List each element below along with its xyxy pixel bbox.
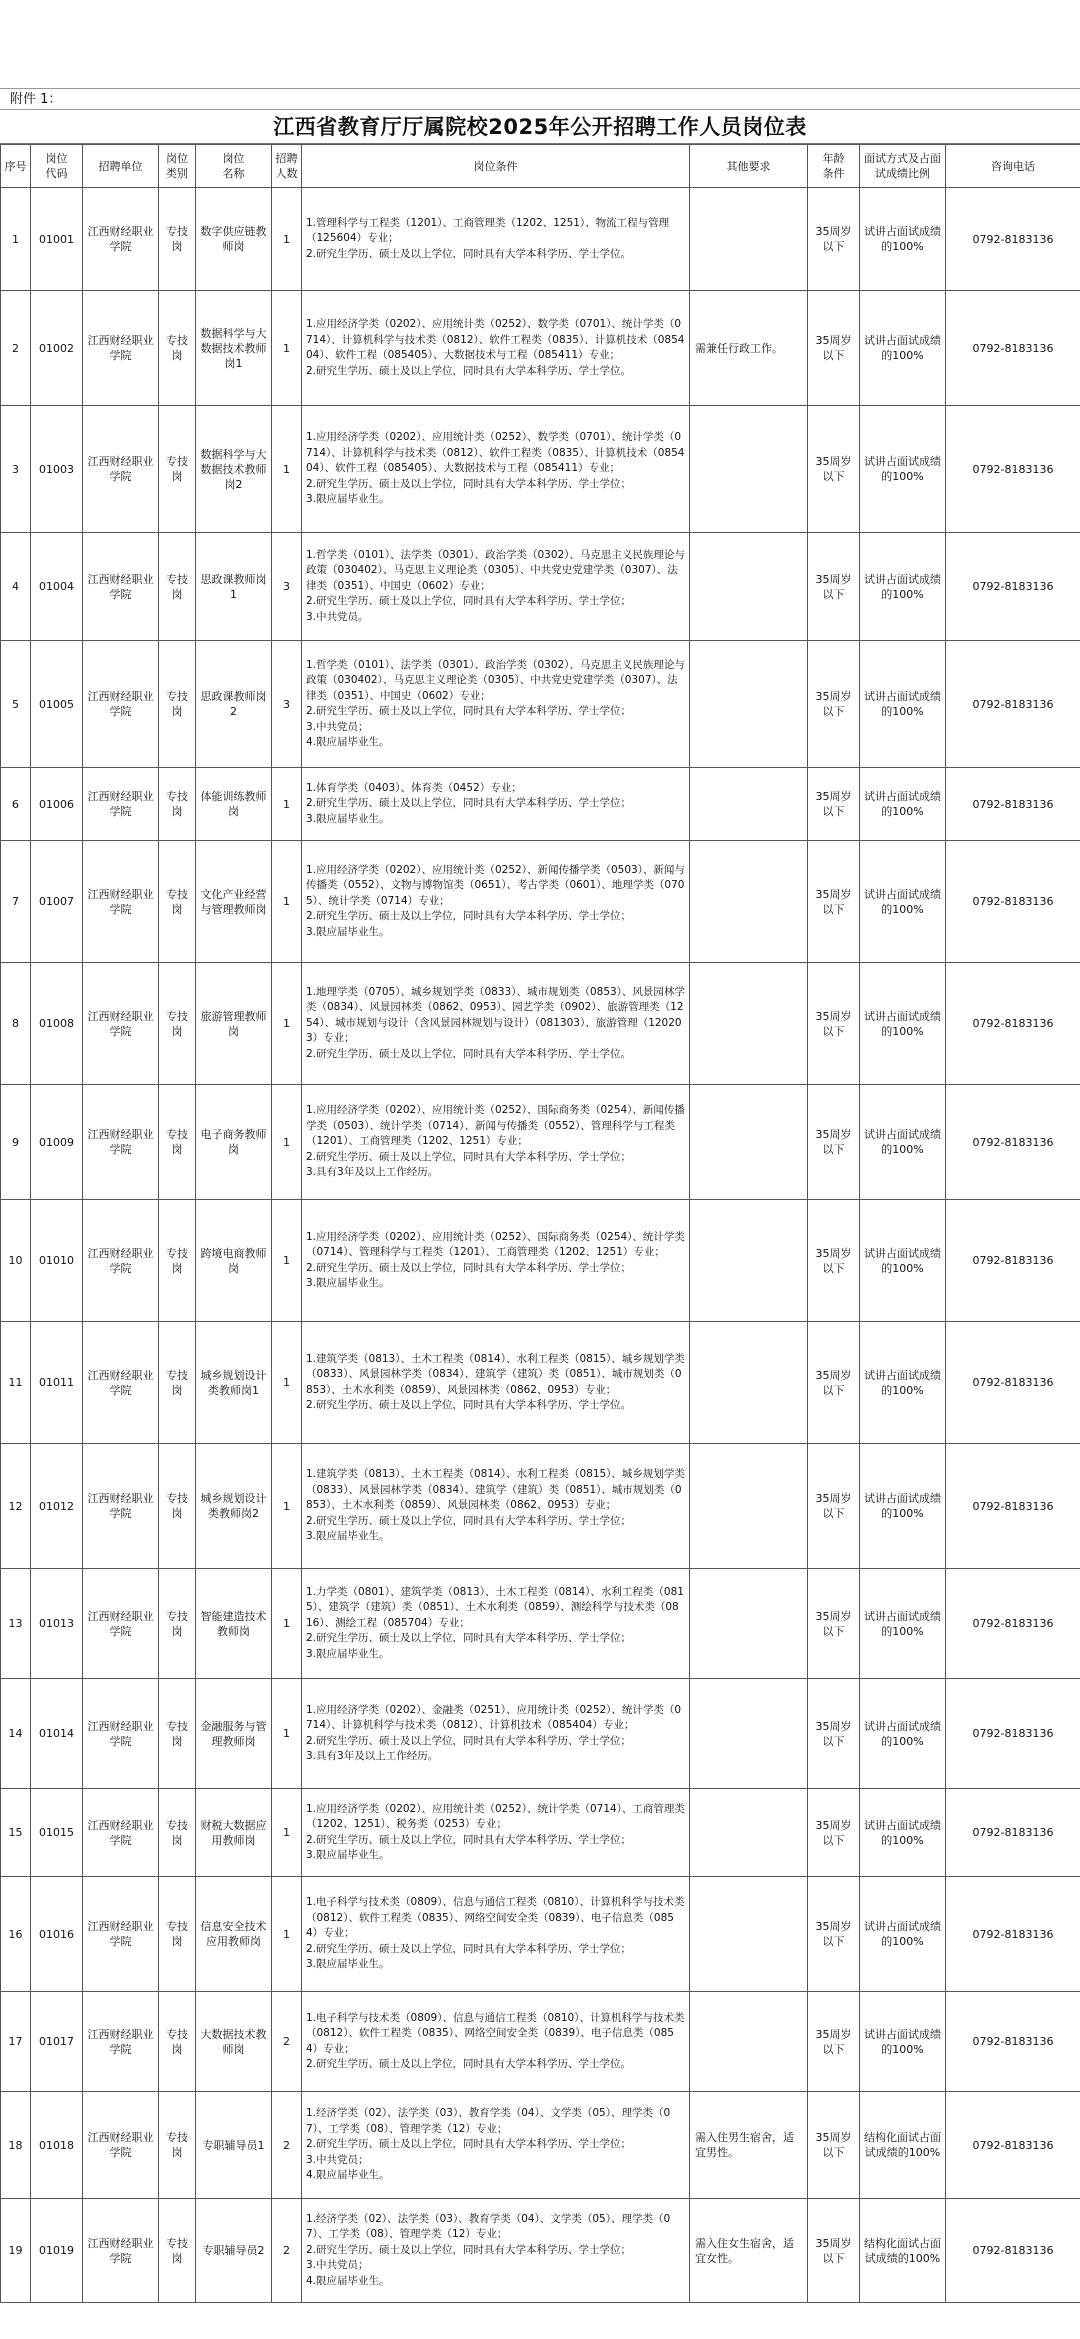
cell-conditions: 1.地理学类（0705）、城乡规划学类（0833）、城市规划类（0853）、风景园林学类（0834）、风景园林类（0862、0953）、园艺学类（0902）、旅游管理类（1254）、城市规划与设计（含风景园林规划与设计）（081303）、旅游管理（120203）专业； 2.研究生学历、硕士及以上学位，同时具有大学本科学历、学士学位。 [302,963,690,1085]
cell-position-name: 体能训练教师岗 [196,768,272,841]
cell-conditions: 1.建筑学类（0813）、土木工程类（0814）、水利工程类（0815）、城乡规划学类（0833）、风景园林学类（0834）、建筑学（建筑）类（0851）、城市规划类（0853）、土木水利类（0859）、风景园林类（0862、0953）专业； 2.研究生学历、硕士及以上学位，同时具有大学本科学历、学士学位； 3.限应届毕业生。 [302,1444,690,1569]
cell-category: 专技岗 [159,188,196,291]
cell-interview-mode: 结构化面试占面试成绩的100% [860,2092,946,2199]
cell-age: 35周岁以下 [808,2199,860,2303]
cell-age: 35周岁以下 [808,1569,860,1679]
cell-conditions: 1.体育学类（0403）、体育类（0452）专业； 2.研究生学历、硕士及以上学位，同时具有大学本科学历、学士学位； 3.限应届毕业生。 [302,768,690,841]
cell-other [690,963,808,1085]
cell-unit: 江西财经职业学院 [83,641,159,768]
cell-count: 1 [272,188,302,291]
cell-conditions: 1.应用经济学类（0202）、应用统计类（0252）、国际商务类（0254）、统计学类（0714）、管理科学与工程类（1201）、工商管理类（1202、1251）专业； 2.研究生学历、硕士及以上学位，同时具有大学本科学历、学士学位； 3.限应届毕业生。 [302,1200,690,1322]
cell-phone: 0792-8183136 [946,188,1080,291]
cell-other: 需入住男生宿舍，适宜男性。 [690,2092,808,2199]
header-no: 序号 [1,145,31,188]
cell-phone: 0792-8183136 [946,1200,1080,1322]
cell-count: 1 [272,768,302,841]
cell-no: 14 [1,1679,31,1789]
cell-unit: 江西财经职业学院 [83,1992,159,2092]
cell-phone: 0792-8183136 [946,2092,1080,2199]
cell-other [690,1679,808,1789]
cell-age: 35周岁以下 [808,406,860,533]
cell-category: 专技岗 [159,1322,196,1444]
cell-no: 18 [1,2092,31,2199]
cell-interview-mode: 试讲占面试成绩的100% [860,1569,946,1679]
cell-interview-mode: 试讲占面试成绩的100% [860,1877,946,1992]
cell-unit: 江西财经职业学院 [83,963,159,1085]
cell-unit: 江西财经职业学院 [83,1679,159,1789]
cell-other [690,188,808,291]
cell-phone: 0792-8183136 [946,1992,1080,2092]
cell-unit: 江西财经职业学院 [83,1200,159,1322]
header-interview: 面试方式及占面 试成绩比例 [860,145,946,188]
cell-unit: 江西财经职业学院 [83,841,159,963]
cell-position-name: 跨境电商教师岗 [196,1200,272,1322]
cell-category: 专技岗 [159,2199,196,2303]
table-row [1,2092,1080,2199]
cell-no: 4 [1,533,31,641]
cell-count: 1 [272,1569,302,1679]
cell-conditions: 1.应用经济学类（0202）、应用统计类（0252）、国际商务类（0254）、新闻传播学类（0503）、统计学类（0714）、新闻与传播类（0552）、管理科学与工程类（1201）、工商管理类（1202、1251）专业； 2.研究生学历、硕士及以上学位，同时具有大学本科学历、学士学位； 3.具有3年及以上工作经历。 [302,1085,690,1200]
header-other: 其他要求 [690,145,808,188]
cell-age: 35周岁以下 [808,2092,860,2199]
cell-category: 专技岗 [159,1877,196,1992]
cell-age: 35周岁以下 [808,1877,860,1992]
cell-code: 01002 [31,291,83,406]
cell-count: 1 [272,1444,302,1569]
table-row [1,1085,1080,1200]
table-row [1,188,1080,291]
cell-position-name: 专职辅导员2 [196,2199,272,2303]
cell-no: 19 [1,2199,31,2303]
cell-category: 专技岗 [159,963,196,1085]
cell-age: 35周岁以下 [808,1444,860,1569]
positions-table [0,144,1080,2303]
table-row [1,1569,1080,1679]
cell-phone: 0792-8183136 [946,1877,1080,1992]
cell-code: 01018 [31,2092,83,2199]
cell-conditions: 1.电子科学与技术类（0809）、信息与通信工程类（0810）、计算机科学与技术类（0812）、软件工程类（0835）、网络空间安全类（0839）、电子信息类（0854）专业； 2.研究生学历、硕士及以上学位，同时具有大学本科学历、学士学位。 [302,1992,690,2092]
cell-category: 专技岗 [159,1200,196,1322]
cell-interview-mode: 试讲占面试成绩的100% [860,1992,946,2092]
cell-no: 12 [1,1444,31,1569]
cell-age: 35周岁以下 [808,1322,860,1444]
cell-conditions: 1.电子科学与技术类（0809）、信息与通信工程类（0810）、计算机科学与技术类（0812）、软件工程类（0835）、网络空间安全类（0839）、电子信息类（0854）专业； 2.研究生学历、硕士及以上学位，同时具有大学本科学历、学士学位； 3.限应届毕业生。 [302,1877,690,1992]
cell-other: 需兼任行政工作。 [690,291,808,406]
table-title: 江西省教育厅厅属院校2025年公开招聘工作人员岗位表 [0,110,1080,144]
cell-interview-mode: 试讲占面试成绩的100% [860,406,946,533]
cell-age: 35周岁以下 [808,1992,860,2092]
cell-interview-mode: 试讲占面试成绩的100% [860,963,946,1085]
cell-unit: 江西财经职业学院 [83,1085,159,1200]
cell-conditions: 1.应用经济学类（0202）、应用统计类（0252）、数学类（0701）、统计学类（0714）、计算机科学与技术类（0812）、软件工程类（0835）、计算机技术（085404）、软件工程（085405）、大数据技术与工程（085411）专业； 2.研究生学历、硕士及以上学位，同时具有大学本科学历、学士学位； 3.限应届毕业生。 [302,406,690,533]
cell-count: 1 [272,1322,302,1444]
cell-position-name: 大数据技术教师岗 [196,1992,272,2092]
cell-phone: 0792-8183136 [946,1679,1080,1789]
cell-interview-mode: 试讲占面试成绩的100% [860,1789,946,1877]
cell-no: 15 [1,1789,31,1877]
table-row [1,1679,1080,1789]
cell-unit: 江西财经职业学院 [83,533,159,641]
cell-phone: 0792-8183136 [946,1569,1080,1679]
table-row [1,533,1080,641]
cell-code: 01008 [31,963,83,1085]
table-row [1,406,1080,533]
header-row [1,145,1080,188]
table-row [1,1322,1080,1444]
cell-no: 6 [1,768,31,841]
cell-no: 17 [1,1992,31,2092]
cell-age: 35周岁以下 [808,1789,860,1877]
cell-count: 3 [272,533,302,641]
cell-code: 01014 [31,1679,83,1789]
table-row [1,841,1080,963]
cell-other [690,1992,808,2092]
cell-code: 01005 [31,641,83,768]
cell-category: 专技岗 [159,291,196,406]
cell-interview-mode: 试讲占面试成绩的100% [860,1085,946,1200]
cell-count: 1 [272,1679,302,1789]
cell-position-name: 金融服务与管理教师岗 [196,1679,272,1789]
header-count: 招聘 人数 [272,145,302,188]
table-row [1,1789,1080,1877]
cell-code: 01004 [31,533,83,641]
cell-phone: 0792-8183136 [946,1444,1080,1569]
header-name: 岗位 名称 [196,145,272,188]
cell-phone: 0792-8183136 [946,1085,1080,1200]
cell-age: 35周岁以下 [808,291,860,406]
cell-code: 01007 [31,841,83,963]
cell-count: 2 [272,2199,302,2303]
table-row [1,641,1080,768]
cell-other [690,1877,808,1992]
cell-code: 01001 [31,188,83,291]
table-body [1,188,1080,2303]
cell-other: 需入住女生宿舍，适宜女性。 [690,2199,808,2303]
cell-category: 专技岗 [159,1085,196,1200]
cell-other [690,768,808,841]
cell-phone: 0792-8183136 [946,533,1080,641]
cell-conditions: 1.哲学类（0101）、法学类（0301）、政治学类（0302）、马克思主义民族理论与政策（030402）、马克思主义理论类（0305）、中共党史党建学类（0307）、法律类（0351）、中国史（0602）专业； 2.研究生学历、硕士及以上学位，同时具有大学本科学历、学士学位； 3.中共党员。 [302,533,690,641]
cell-age: 35周岁以下 [808,1085,860,1200]
cell-no: 13 [1,1569,31,1679]
cell-other [690,1322,808,1444]
cell-unit: 江西财经职业学院 [83,291,159,406]
cell-position-name: 数字供应链教师岗 [196,188,272,291]
cell-unit: 江西财经职业学院 [83,1877,159,1992]
cell-unit: 江西财经职业学院 [83,1322,159,1444]
cell-code: 01010 [31,1200,83,1322]
cell-conditions: 1.经济学类（02）、法学类（03）、教育学类（04）、文学类（05）、理学类（07）、工学类（08）、管理学类（12）专业； 2.研究生学历、硕士及以上学位，同时具有大学本科学历、学士学位； 3.中共党员； 4.限应届毕业生。 [302,2092,690,2199]
cell-code: 01003 [31,406,83,533]
cell-phone: 0792-8183136 [946,1322,1080,1444]
cell-position-name: 思政课教师岗1 [196,533,272,641]
cell-position-name: 思政课教师岗2 [196,641,272,768]
cell-category: 专技岗 [159,1569,196,1679]
cell-position-name: 数据科学与大数据技术教师岗2 [196,406,272,533]
header-age: 年龄 条件 [808,145,860,188]
cell-code: 01015 [31,1789,83,1877]
cell-phone: 0792-8183136 [946,406,1080,533]
cell-unit: 江西财经职业学院 [83,188,159,291]
table-row [1,1992,1080,2092]
cell-conditions: 1.管理科学与工程类（1201）、工商管理类（1202、1251）、物流工程与管理（125604）专业； 2.研究生学历、硕士及以上学位，同时具有大学本科学历、学士学位。 [302,188,690,291]
cell-code: 01012 [31,1444,83,1569]
cell-other [690,641,808,768]
cell-no: 3 [1,406,31,533]
cell-unit: 江西财经职业学院 [83,406,159,533]
cell-no: 10 [1,1200,31,1322]
cell-category: 专技岗 [159,641,196,768]
cell-code: 01009 [31,1085,83,1200]
cell-interview-mode: 试讲占面试成绩的100% [860,768,946,841]
cell-phone: 0792-8183136 [946,641,1080,768]
cell-interview-mode: 试讲占面试成绩的100% [860,1679,946,1789]
cell-position-name: 电子商务教师岗 [196,1085,272,1200]
cell-age: 35周岁以下 [808,533,860,641]
cell-unit: 江西财经职业学院 [83,1569,159,1679]
cell-conditions: 1.应用经济学类（0202）、应用统计类（0252）、统计学类（0714）、工商管理类（1202、1251）、税务类（0253）专业； 2.研究生学历、硕士及以上学位，同时具有大学本科学历、学士学位； 3.限应届毕业生。 [302,1789,690,1877]
cell-other [690,1789,808,1877]
cell-category: 专技岗 [159,2092,196,2199]
cell-phone: 0792-8183136 [946,963,1080,1085]
cell-position-name: 信息安全技术应用教师岗 [196,1877,272,1992]
cell-position-name: 文化产业经营与管理教师岗 [196,841,272,963]
cell-conditions: 1.哲学类（0101）、法学类（0301）、政治学类（0302）、马克思主义民族理论与政策（030402）、马克思主义理论类（0305）、中共党史党建学类（0307）、法律类（0351）、中国史（0602）专业； 2.研究生学历、硕士及以上学位，同时具有大学本科学历、学士学位； 3.中共党员； 4.限应届毕业生。 [302,641,690,768]
table-row [1,1200,1080,1322]
cell-category: 专技岗 [159,1679,196,1789]
cell-interview-mode: 试讲占面试成绩的100% [860,533,946,641]
cell-age: 35周岁以下 [808,768,860,841]
cell-conditions: 1.力学类（0801）、建筑学类（0813）、土木工程类（0814）、水利工程类（0815）、建筑学（建筑）类（0851）、土木水利类（0859）、测绘科学与技术类（0816）、测绘工程（085704）专业； 2.研究生学历、硕士及以上学位，同时具有大学本科学历、学士学位； 3.限应届毕业生。 [302,1569,690,1679]
cell-position-name: 旅游管理教师岗 [196,963,272,1085]
cell-count: 1 [272,1200,302,1322]
cell-phone: 0792-8183136 [946,1789,1080,1877]
cell-conditions: 1.应用经济学类（0202）、应用统计类（0252）、新闻传播学类（0503）、新闻与传播类（0552）、文物与博物馆类（0651）、考古学类（0601）、地理学类（0705）、统计学类（0714）专业； 2.研究生学历、硕士及以上学位，同时具有大学本科学历、学士学位； 3.限应届毕业生。 [302,841,690,963]
cell-other [690,1200,808,1322]
cell-position-name: 财税大数据应用教师岗 [196,1789,272,1877]
table-row [1,1444,1080,1569]
cell-code: 01019 [31,2199,83,2303]
table-row [1,963,1080,1085]
cell-count: 1 [272,291,302,406]
cell-count: 2 [272,2092,302,2199]
cell-position-name: 城乡规划设计类教师岗1 [196,1322,272,1444]
cell-count: 1 [272,1085,302,1200]
cell-age: 35周岁以下 [808,641,860,768]
cell-no: 7 [1,841,31,963]
table-row [1,1877,1080,1992]
cell-no: 9 [1,1085,31,1200]
cell-no: 16 [1,1877,31,1992]
cell-phone: 0792-8183136 [946,841,1080,963]
cell-no: 5 [1,641,31,768]
header-code: 岗位 代码 [31,145,83,188]
cell-age: 35周岁以下 [808,963,860,1085]
cell-interview-mode: 试讲占面试成绩的100% [860,1444,946,1569]
cell-code: 01016 [31,1877,83,1992]
cell-interview-mode: 试讲占面试成绩的100% [860,641,946,768]
cell-count: 1 [272,406,302,533]
cell-phone: 0792-8183136 [946,2199,1080,2303]
cell-no: 8 [1,963,31,1085]
cell-category: 专技岗 [159,406,196,533]
cell-other [690,533,808,641]
cell-code: 01011 [31,1322,83,1444]
table-row [1,291,1080,406]
cell-other [690,1444,808,1569]
cell-conditions: 1.建筑学类（0813）、土木工程类（0814）、水利工程类（0815）、城乡规划学类（0833）、风景园林学类（0834）、建筑学（建筑）类（0851）、城市规划类（0853）、土木水利类（0859）、风景园林类（0862、0953）专业； 2.研究生学历、硕士及以上学位，同时具有大学本科学历、学士学位。 [302,1322,690,1444]
cell-position-name: 智能建造技术教师岗 [196,1569,272,1679]
cell-count: 1 [272,1789,302,1877]
cell-phone: 0792-8183136 [946,768,1080,841]
cell-category: 专技岗 [159,841,196,963]
cell-no: 11 [1,1322,31,1444]
cell-phone: 0792-8183136 [946,291,1080,406]
header-unit: 招聘单位 [83,145,159,188]
cell-count: 1 [272,963,302,1085]
cell-other [690,1085,808,1200]
cell-category: 专技岗 [159,533,196,641]
cell-age: 35周岁以下 [808,841,860,963]
cell-unit: 江西财经职业学院 [83,1444,159,1569]
cell-count: 1 [272,841,302,963]
table-row [1,768,1080,841]
cell-interview-mode: 试讲占面试成绩的100% [860,841,946,963]
cell-conditions: 1.经济学类（02）、法学类（03）、教育学类（04）、文学类（05）、理学类（07）、工学类（08）、管理学类（12）专业； 2.研究生学历、硕士及以上学位，同时具有大学本科学历、学士学位； 3.中共党员； 4.限应届毕业生。 [302,2199,690,2303]
cell-category: 专技岗 [159,768,196,841]
cell-category: 专技岗 [159,1444,196,1569]
position-sheet [0,88,1080,2303]
cell-other [690,406,808,533]
cell-position-name: 城乡规划设计类教师岗2 [196,1444,272,1569]
cell-category: 专技岗 [159,1789,196,1877]
cell-unit: 江西财经职业学院 [83,2092,159,2199]
cell-unit: 江西财经职业学院 [83,1789,159,1877]
cell-unit: 江西财经职业学院 [83,2199,159,2303]
cell-interview-mode: 试讲占面试成绩的100% [860,291,946,406]
cell-code: 01006 [31,768,83,841]
cell-count: 1 [272,1877,302,1992]
header-phone: 咨询电话 [946,145,1080,188]
cell-no: 1 [1,188,31,291]
cell-interview-mode: 试讲占面试成绩的100% [860,188,946,291]
cell-interview-mode: 试讲占面试成绩的100% [860,1200,946,1322]
attachment-label: 附件 1： [0,88,1080,110]
cell-code: 01017 [31,1992,83,2092]
cell-age: 35周岁以下 [808,1200,860,1322]
cell-no: 2 [1,291,31,406]
table-row [1,2199,1080,2303]
cell-category: 专技岗 [159,1992,196,2092]
cell-interview-mode: 试讲占面试成绩的100% [860,1322,946,1444]
cell-interview-mode: 结构化面试占面试成绩的100% [860,2199,946,2303]
cell-count: 3 [272,641,302,768]
cell-count: 2 [272,1992,302,2092]
cell-conditions: 1.应用经济学类（0202）、应用统计类（0252）、数学类（0701）、统计学类（0714）、计算机科学与技术类（0812）、软件工程类（0835）、计算机技术（085404）、软件工程（085405）、大数据技术与工程（085411）专业； 2.研究生学历、硕士及以上学位，同时具有大学本科学历、学士学位。 [302,291,690,406]
cell-conditions: 1.应用经济学类（0202）、金融类（0251）、应用统计类（0252）、统计学类（0714）、计算机科学与技术类（0812）、计算机技术（085404）专业； 2.研究生学历、硕士及以上学位，同时具有大学本科学历、学士学位； 3.具有3年及以上工作经历。 [302,1679,690,1789]
cell-other [690,1569,808,1679]
header-conditions: 岗位条件 [302,145,690,188]
cell-code: 01013 [31,1569,83,1679]
cell-age: 35周岁以下 [808,188,860,291]
cell-age: 35周岁以下 [808,1679,860,1789]
header-category: 岗位 类别 [159,145,196,188]
cell-position-name: 数据科学与大数据技术教师岗1 [196,291,272,406]
cell-unit: 江西财经职业学院 [83,768,159,841]
cell-position-name: 专职辅导员1 [196,2092,272,2199]
cell-other [690,841,808,963]
